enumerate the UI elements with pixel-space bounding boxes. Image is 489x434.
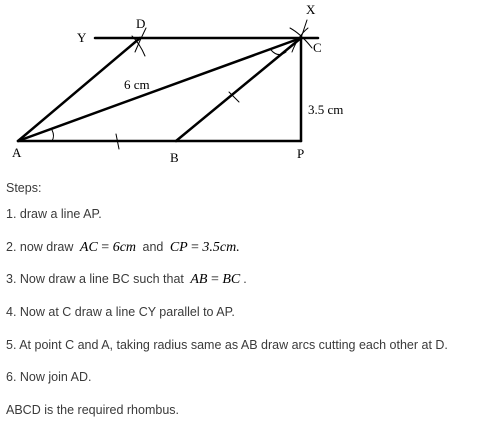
- step-6: 6. Now join AD.: [6, 370, 92, 385]
- steps-title: Steps:: [6, 181, 42, 195]
- step-5: 5. At point C and A, taking radius same as AB draw arcs cutting each other at D.: [6, 337, 448, 352]
- label-y: Y: [77, 30, 87, 45]
- label-cp-length: 3.5 cm: [308, 102, 344, 117]
- steps-section: [6, 178, 486, 427]
- label-d: D: [136, 16, 146, 31]
- step-4: 4. Now at C draw a line CY parallel to AP.: [6, 305, 235, 320]
- label-b: B: [170, 150, 179, 165]
- step-3-equation: AB = BC: [190, 272, 241, 288]
- step-2-equation-cp: CP = 3.5cm.: [169, 239, 240, 255]
- label-a: A: [12, 145, 22, 160]
- step-2-text: 2. now draw: [6, 239, 74, 254]
- angle-arc-a: [52, 130, 54, 141]
- label-ac-length: 6 cm: [124, 77, 150, 92]
- label-x: X: [306, 2, 316, 17]
- step-1: 1. draw a line AP.: [6, 207, 102, 221]
- step-3-text: 3. Now draw a line BC such that: [6, 272, 184, 287]
- step-2-equation-ac: AC = 6cm: [79, 239, 137, 255]
- label-c: C: [313, 40, 322, 55]
- step-3: [6, 263, 486, 296]
- conclusion: ABCD is the required rhombus.: [6, 403, 179, 418]
- step-2: [6, 231, 486, 264]
- line-bc: [176, 38, 301, 141]
- step-2-and: and: [142, 239, 164, 254]
- rhombus-construction-diagram: [0, 0, 489, 175]
- label-p: P: [297, 146, 305, 161]
- diagonal-ac: [18, 38, 301, 141]
- line-ad: [18, 38, 140, 141]
- step-3-period: .: [243, 272, 247, 287]
